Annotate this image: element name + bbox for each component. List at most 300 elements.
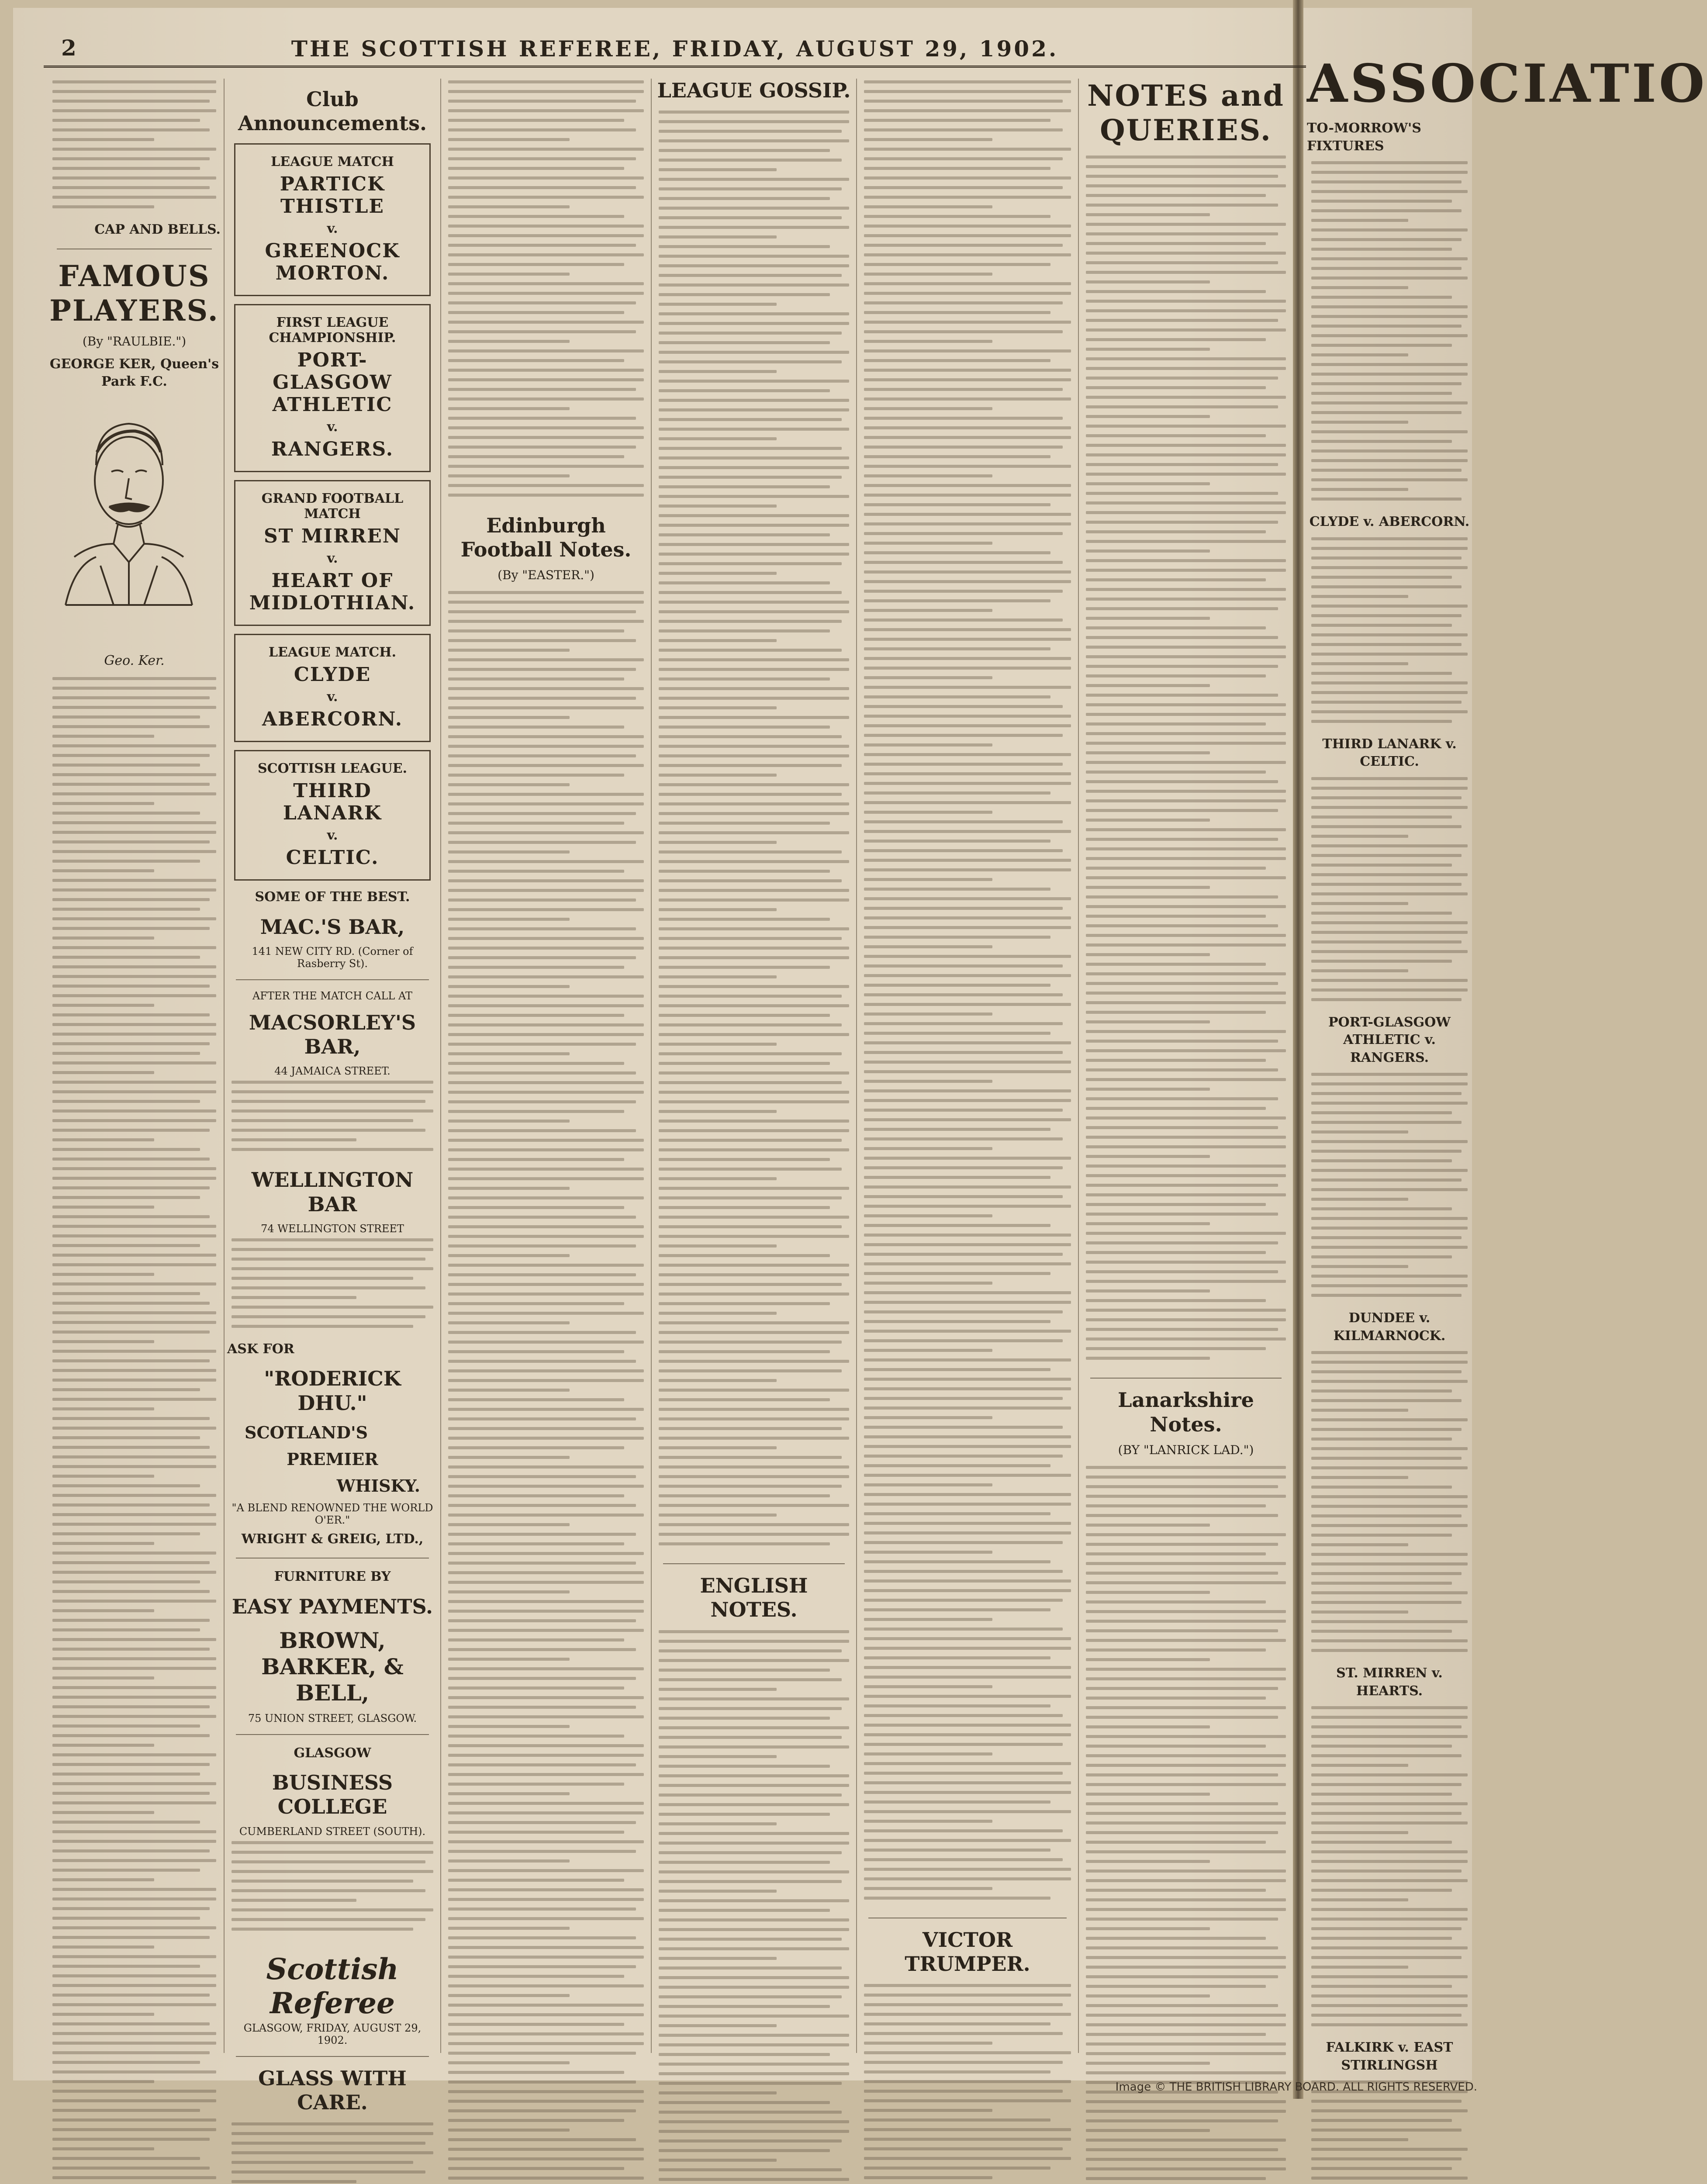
text-line bbox=[864, 926, 1071, 929]
text-line bbox=[864, 1512, 1050, 1515]
text-line bbox=[659, 1360, 849, 1363]
text-line bbox=[659, 1928, 849, 1931]
text-line bbox=[864, 570, 1071, 574]
text-line bbox=[659, 956, 849, 959]
text-line bbox=[1086, 1011, 1266, 1014]
text-line bbox=[659, 524, 849, 527]
text-line bbox=[1311, 1486, 1452, 1489]
text-line bbox=[52, 802, 154, 805]
text-line bbox=[864, 1666, 1071, 1669]
text-line bbox=[1086, 396, 1286, 399]
text-line bbox=[52, 1686, 216, 1689]
text-line bbox=[1086, 1610, 1286, 1613]
furniture: FURNITURE BY bbox=[274, 1569, 391, 1585]
text-line bbox=[1311, 1198, 1408, 1201]
text-line bbox=[864, 1877, 1071, 1880]
text-line bbox=[1086, 2158, 1286, 2161]
text-line bbox=[1086, 1908, 1286, 1911]
text-line bbox=[864, 2176, 992, 2179]
text-line bbox=[864, 532, 1063, 535]
text-line bbox=[659, 1331, 849, 1334]
text-line bbox=[659, 514, 849, 517]
text-line bbox=[864, 148, 1071, 151]
text-line bbox=[659, 505, 777, 508]
text-line bbox=[52, 1167, 216, 1170]
text-line bbox=[448, 148, 644, 151]
text-line bbox=[52, 1407, 154, 1410]
text-line bbox=[659, 235, 777, 238]
text-line bbox=[448, 1562, 636, 1565]
text-line bbox=[52, 1648, 210, 1651]
text-line bbox=[1311, 1985, 1452, 1988]
text-line bbox=[1086, 2014, 1286, 2017]
text-line bbox=[1086, 838, 1278, 841]
text-line bbox=[659, 1465, 849, 1469]
column-4 bbox=[654, 79, 854, 2053]
text-line bbox=[1086, 290, 1266, 293]
article-text bbox=[1307, 2079, 1472, 2184]
text-line bbox=[659, 226, 849, 229]
text-line bbox=[659, 2178, 849, 2181]
text-line bbox=[52, 1744, 154, 1747]
text-line bbox=[659, 1446, 777, 1449]
text-line bbox=[1311, 1582, 1452, 1585]
text-line bbox=[864, 417, 1063, 420]
text-line bbox=[1086, 607, 1278, 610]
text-line bbox=[1311, 1591, 1468, 1594]
text-line bbox=[864, 2157, 1071, 2160]
text-line bbox=[52, 2013, 154, 2016]
text-line bbox=[659, 658, 849, 661]
text-line bbox=[448, 1177, 644, 1180]
text-line bbox=[1311, 1841, 1452, 1844]
text-line bbox=[448, 985, 570, 988]
text-line bbox=[448, 369, 644, 372]
text-line bbox=[448, 1437, 644, 1440]
text-line bbox=[448, 1879, 624, 1882]
text-line bbox=[1086, 328, 1286, 332]
text-line bbox=[232, 2122, 433, 2125]
text-line bbox=[864, 1282, 992, 1285]
text-line bbox=[864, 1791, 1071, 1794]
text-line bbox=[448, 1465, 644, 1469]
text-line bbox=[1086, 1049, 1286, 1052]
text-line bbox=[52, 1830, 216, 1833]
text-line bbox=[1311, 566, 1468, 569]
text-line bbox=[1311, 2157, 1462, 2160]
text-line bbox=[1086, 1552, 1266, 1555]
text-line bbox=[52, 109, 216, 112]
text-line bbox=[1311, 2167, 1452, 2170]
text-line bbox=[1311, 585, 1462, 588]
text-line bbox=[1086, 598, 1286, 601]
text-line bbox=[1311, 1630, 1452, 1633]
text-line bbox=[1311, 1870, 1462, 1873]
text-line bbox=[1086, 1145, 1286, 1148]
text-line bbox=[1311, 1351, 1468, 1354]
text-line bbox=[1086, 722, 1266, 726]
text-line bbox=[52, 1330, 210, 1334]
text-line bbox=[448, 2061, 570, 2064]
text-line bbox=[1086, 1116, 1286, 1120]
text-line bbox=[864, 1214, 992, 1217]
text-line bbox=[52, 1302, 210, 1305]
club-announcements-heading: Club Announcements. bbox=[238, 87, 427, 135]
text-line bbox=[1311, 653, 1468, 656]
text-line bbox=[659, 1312, 777, 1315]
text-line bbox=[232, 1841, 433, 1844]
text-line bbox=[659, 812, 849, 815]
text-line bbox=[659, 966, 830, 969]
text-line bbox=[659, 1235, 849, 1238]
text-line bbox=[52, 1311, 216, 1314]
text-line bbox=[864, 1080, 992, 1083]
text-line bbox=[864, 1070, 1071, 1073]
text-line bbox=[52, 908, 200, 911]
text-line bbox=[659, 1542, 830, 1545]
text-line bbox=[52, 1023, 216, 1026]
text-line bbox=[448, 2090, 644, 2093]
text-line bbox=[52, 1821, 200, 1824]
text-line bbox=[1086, 665, 1278, 668]
text-line bbox=[1086, 953, 1210, 956]
text-line bbox=[1311, 180, 1462, 183]
text-line bbox=[659, 2168, 842, 2171]
text-line bbox=[659, 1794, 842, 1797]
text-line bbox=[864, 1445, 1071, 1448]
text-line bbox=[52, 1273, 154, 1276]
text-line bbox=[864, 205, 992, 208]
text-line bbox=[1311, 1140, 1468, 1143]
text-line bbox=[864, 196, 1071, 199]
text-line bbox=[1086, 2139, 1286, 2142]
text-line bbox=[448, 1427, 644, 1430]
text-line bbox=[659, 2034, 849, 2037]
article-text bbox=[1082, 154, 1290, 1368]
text-line bbox=[864, 1416, 992, 1419]
text-line bbox=[52, 1225, 216, 1228]
text-line bbox=[864, 811, 992, 814]
text-line bbox=[1311, 1745, 1452, 1748]
text-line bbox=[52, 1782, 216, 1785]
text-line bbox=[448, 1859, 570, 1863]
text-line bbox=[1086, 2110, 1286, 2113]
article-text bbox=[1082, 1464, 1290, 2184]
text-line bbox=[448, 494, 644, 497]
text-line bbox=[659, 399, 849, 402]
notes-queries-heading: NOTES and QUERIES. bbox=[1087, 79, 1285, 148]
text-line bbox=[659, 1264, 849, 1267]
article-text bbox=[227, 2121, 438, 2184]
text-line bbox=[864, 1531, 1071, 1534]
text-line bbox=[448, 629, 624, 632]
text-line bbox=[1086, 530, 1266, 533]
text-line bbox=[659, 389, 830, 392]
text-line bbox=[864, 542, 992, 545]
text-line bbox=[864, 1089, 1071, 1092]
text-line bbox=[659, 879, 842, 882]
text-line bbox=[448, 205, 570, 208]
text-line bbox=[1311, 344, 1452, 347]
text-line bbox=[448, 956, 636, 959]
text-line bbox=[659, 380, 849, 383]
text-line bbox=[659, 562, 842, 565]
text-line bbox=[1311, 325, 1462, 328]
divider bbox=[1090, 1378, 1282, 1379]
text-line bbox=[1311, 228, 1468, 232]
text-line bbox=[448, 591, 644, 594]
text-line bbox=[52, 2070, 216, 2073]
text-line bbox=[448, 2004, 644, 2007]
text-line bbox=[1311, 1812, 1462, 1815]
text-line bbox=[1086, 588, 1286, 591]
text-line bbox=[864, 301, 1063, 304]
text-line bbox=[659, 187, 842, 190]
text-line bbox=[1086, 1466, 1286, 1469]
text-line bbox=[52, 927, 210, 930]
text-line bbox=[232, 2170, 425, 2174]
text-line bbox=[52, 744, 216, 747]
text-line bbox=[232, 2132, 433, 2135]
text-line bbox=[1086, 1812, 1286, 1815]
text-line bbox=[659, 1177, 777, 1180]
text-line bbox=[864, 465, 1071, 468]
text-line bbox=[1086, 1309, 1286, 1312]
text-line bbox=[864, 109, 1071, 112]
text-line bbox=[1086, 1030, 1286, 1033]
text-line bbox=[1086, 415, 1210, 418]
text-line bbox=[864, 167, 1050, 170]
text-line bbox=[864, 1099, 1071, 1102]
text-line bbox=[1311, 1265, 1408, 1268]
text-line bbox=[448, 2138, 636, 2141]
text-line bbox=[232, 1889, 425, 1892]
text-line bbox=[659, 1071, 849, 1075]
text-line bbox=[659, 1456, 842, 1459]
text-line bbox=[448, 2032, 644, 2035]
text-line bbox=[1311, 1255, 1452, 1258]
text-line bbox=[52, 2109, 200, 2112]
text-line bbox=[864, 2022, 1050, 2025]
text-line bbox=[1086, 972, 1286, 975]
text-line bbox=[864, 1608, 1050, 1611]
text-line bbox=[52, 1926, 216, 1929]
easy-payments: EASY PAYMENTS. bbox=[232, 1594, 433, 1618]
text-line bbox=[1086, 232, 1278, 235]
text-line bbox=[52, 850, 216, 853]
text-line bbox=[659, 1957, 777, 1960]
text-line bbox=[659, 1139, 842, 1142]
text-line bbox=[864, 446, 1063, 449]
text-line bbox=[1311, 267, 1462, 270]
text-line bbox=[1311, 1562, 1468, 1565]
text-line bbox=[864, 1656, 1050, 1659]
text-line bbox=[52, 994, 216, 997]
text-line bbox=[52, 783, 210, 786]
text-line bbox=[448, 1408, 644, 1411]
text-line bbox=[864, 397, 1071, 401]
text-line bbox=[232, 2161, 413, 2164]
text-line bbox=[659, 1986, 849, 1989]
text-line bbox=[864, 2099, 1071, 2102]
text-line bbox=[52, 1503, 210, 1507]
text-line bbox=[864, 628, 1071, 631]
text-line bbox=[1311, 576, 1452, 579]
text-line bbox=[659, 1485, 842, 1488]
text-line bbox=[52, 1552, 216, 1555]
divider bbox=[236, 1734, 429, 1735]
text-line bbox=[1086, 828, 1286, 831]
text-line bbox=[1086, 2071, 1286, 2074]
text-line bbox=[1311, 883, 1462, 886]
text-line bbox=[864, 359, 1050, 362]
text-line bbox=[1086, 2119, 1278, 2122]
text-line bbox=[448, 2157, 644, 2160]
divider bbox=[236, 2056, 429, 2057]
text-line bbox=[448, 677, 624, 681]
text-line bbox=[1311, 988, 1468, 992]
text-line bbox=[659, 2159, 777, 2162]
text-line bbox=[659, 1832, 849, 1835]
text-line bbox=[659, 2082, 842, 2085]
text-line bbox=[659, 889, 849, 892]
text-line bbox=[52, 754, 210, 757]
text-line bbox=[1311, 1601, 1462, 1604]
text-line bbox=[1086, 1485, 1278, 1488]
text-line bbox=[448, 263, 624, 266]
text-line bbox=[1311, 710, 1468, 713]
text-line bbox=[52, 2157, 200, 2160]
text-line bbox=[659, 1091, 849, 1094]
text-line bbox=[448, 1725, 570, 1728]
text-line bbox=[864, 244, 1063, 247]
text-line bbox=[52, 1292, 200, 1295]
text-line bbox=[659, 1822, 777, 1825]
text-line bbox=[52, 1263, 216, 1266]
text-line bbox=[52, 706, 216, 709]
text-line bbox=[52, 1994, 210, 1997]
masthead-title: THE SCOTTISH REFEREE, FRIDAY, AUGUST 29, 1902. bbox=[291, 36, 1059, 62]
text-line bbox=[52, 2099, 216, 2102]
text-line bbox=[1311, 595, 1408, 598]
text-line bbox=[659, 764, 842, 767]
text-line bbox=[448, 1369, 644, 1372]
text-line bbox=[52, 1792, 210, 1795]
text-line bbox=[1086, 2148, 1278, 2151]
text-line bbox=[448, 1514, 644, 1517]
text-line bbox=[1311, 498, 1462, 501]
text-line bbox=[864, 1205, 1071, 1208]
text-line bbox=[1311, 1447, 1468, 1450]
text-line bbox=[448, 1648, 636, 1651]
text-line bbox=[1086, 655, 1286, 658]
text-line bbox=[448, 812, 636, 815]
text-line bbox=[864, 1272, 1050, 1275]
column-1 bbox=[48, 79, 221, 2053]
text-line bbox=[864, 176, 1071, 180]
text-line bbox=[448, 601, 644, 604]
text-line bbox=[448, 706, 644, 709]
text-line bbox=[1311, 363, 1468, 366]
text-line bbox=[864, 513, 1071, 516]
text-line bbox=[52, 167, 200, 170]
text-line bbox=[1311, 2100, 1462, 2103]
text-line bbox=[864, 1109, 1063, 1112]
college-city: GLASGOW bbox=[294, 1745, 371, 1761]
text-line bbox=[1086, 809, 1278, 812]
text-line bbox=[1311, 1370, 1462, 1373]
text-line bbox=[52, 2061, 200, 2064]
text-line bbox=[448, 927, 636, 930]
text-line bbox=[52, 773, 216, 776]
text-line bbox=[864, 2051, 1071, 2054]
famous-players-heading: FAMOUS PLAYERS. bbox=[49, 259, 219, 328]
text-line bbox=[1311, 825, 1462, 828]
text-line bbox=[52, 1859, 216, 1862]
text-line bbox=[448, 1715, 644, 1718]
text-line bbox=[864, 234, 1071, 237]
falkirk-heading: FALKIRK v. EAST STIRLINGSH bbox=[1326, 2040, 1453, 2073]
lanarkshire-notes-heading: Lanarkshire Notes. bbox=[1118, 1388, 1254, 1436]
text-line bbox=[659, 1688, 777, 1691]
text-line bbox=[52, 1561, 210, 1564]
text-line bbox=[659, 283, 849, 287]
text-line bbox=[659, 1870, 849, 1873]
text-line bbox=[1311, 1725, 1462, 1728]
text-line bbox=[448, 1081, 644, 1084]
text-line bbox=[1086, 357, 1286, 360]
text-line bbox=[448, 378, 644, 381]
text-line bbox=[864, 945, 992, 948]
text-line bbox=[52, 128, 210, 131]
whisky: WHISKY. bbox=[336, 1476, 420, 1496]
article-text bbox=[1307, 1071, 1472, 1305]
text-line bbox=[864, 1618, 992, 1621]
text-line bbox=[864, 1599, 1063, 1602]
text-line bbox=[1086, 2129, 1210, 2132]
text-line bbox=[232, 1851, 433, 1854]
text-line bbox=[52, 1081, 216, 1084]
text-line bbox=[1086, 261, 1278, 264]
text-line bbox=[52, 821, 216, 824]
text-line bbox=[1086, 963, 1266, 966]
text-line bbox=[448, 234, 644, 237]
text-line bbox=[448, 407, 570, 410]
text-line bbox=[659, 1669, 830, 1672]
text-line bbox=[448, 1811, 644, 1814]
text-line bbox=[1311, 401, 1468, 404]
text-line bbox=[448, 1331, 636, 1334]
text-line bbox=[864, 916, 1071, 919]
text-line bbox=[1311, 440, 1452, 443]
text-line bbox=[659, 1427, 842, 1430]
text-line bbox=[1086, 1533, 1286, 1536]
text-line bbox=[1086, 636, 1278, 639]
text-line bbox=[1311, 1399, 1462, 1402]
roderick-dhu: "RODERICK DHU." bbox=[264, 1367, 401, 1415]
text-line bbox=[1311, 1543, 1408, 1546]
text-line bbox=[864, 1176, 1050, 1179]
text-line bbox=[1086, 2167, 1286, 2170]
text-line bbox=[864, 1551, 992, 1554]
text-line bbox=[52, 100, 210, 103]
text-line bbox=[864, 330, 1063, 333]
text-line bbox=[659, 581, 830, 584]
text-line bbox=[864, 378, 1071, 381]
text-line bbox=[864, 868, 1071, 871]
text-line bbox=[448, 186, 636, 189]
text-line bbox=[1086, 1357, 1210, 1360]
